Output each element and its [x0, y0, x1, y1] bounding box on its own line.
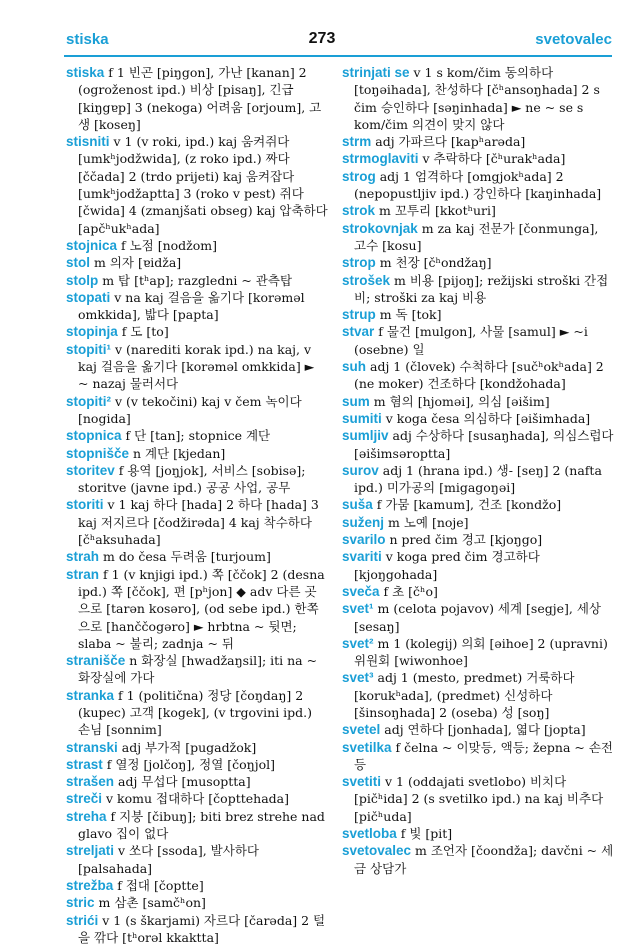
headword: strm — [342, 134, 372, 150]
last-headword-guide: svetovalec — [535, 31, 612, 48]
dictionary-entry — [66, 133, 328, 237]
dictionary-entry — [66, 64, 328, 133]
headword: sum — [342, 393, 370, 409]
entry-definition: f 노점 [nodžom] — [117, 237, 218, 253]
entry-definition: adj 1 (človek) 수척하다 [sučʰokʰada] 2 (ne moker) 건조하다 [kondžohada] — [354, 359, 604, 392]
entry-definition: m 꼬투리 [kkotʰuri] — [375, 203, 496, 219]
entry-definition: f 1 빈곤 [piŋgon], 가난 [kanan] 2 (ogroženost ipd.) 비상 [pisaŋ], 긴급 [kiŋgɐp] 3 (nekoga) 어려움 [orjoum], 고생 [koseŋ] — [78, 65, 322, 132]
entry-definition: v 1 kaj 하다 [hada] 2 하다 [hada] 3 kaj 저지르다 [čodžirəda] 4 kaj 착수하다 [čʰaksuhada] — [78, 497, 319, 548]
headword: stopinja — [66, 324, 118, 340]
page-number: 273 — [308, 30, 336, 47]
headword: surov — [342, 462, 379, 478]
dictionary-entry — [66, 272, 328, 289]
dictionary-entry — [66, 445, 328, 462]
entry-definition: v (v tekočini) kaj v čem 녹이다 [nogida] — [78, 393, 302, 426]
entry-definition: v 추락하다 [čʰurakʰada] — [418, 151, 566, 167]
entry-definition: m 1 (kolegij) 의회 [əihoe] 2 (upravni) 위원회 [wiwonhoe] — [354, 635, 608, 669]
entry-definition: m 탑 [tʰap]; razgledni ~ 관측탑 — [98, 272, 293, 288]
headword: svet² — [342, 635, 374, 651]
entry-definition: adj 부가적 [pugadžok] — [117, 739, 257, 755]
dictionary-entry — [66, 237, 328, 254]
headword: sveča — [342, 583, 380, 599]
dictionary-entry — [342, 721, 614, 738]
entry-definition: adj 1 엄격하다 [omgjokʰada] 2 (nepopustljiv ipd.) 강인하다 [kaŋinhada] — [354, 168, 602, 202]
headword: svetiti — [342, 774, 382, 790]
entry-definition: m (celota pojavov) 세계 [segje], 세상 [sesaŋ] — [354, 601, 601, 634]
headword: stiska — [66, 65, 105, 80]
entry-definition: adj 무섭다 [musoptta] — [114, 774, 251, 790]
right-column — [342, 64, 614, 944]
entry-definition: adj 연하다 [jonhada], 엷다 [jopta] — [380, 722, 586, 738]
dictionary-entry — [66, 254, 328, 271]
headword: stric — [66, 895, 95, 911]
headword: stopnišče — [66, 445, 130, 461]
dictionary-entry — [66, 687, 328, 739]
headword: strašen — [66, 774, 115, 790]
entry-definition: f 초 [čʰo] — [379, 583, 438, 599]
dictionary-entry — [342, 825, 614, 842]
entry-definition: m 조언자 [čoondža]; davčni ~ 세금 상담가 — [354, 843, 614, 876]
entry-definition: n 계단 [kjedan] — [129, 445, 226, 461]
headword: strinjati se — [342, 65, 410, 80]
headword: svet³ — [342, 670, 374, 686]
entry-definition: m 혐의 [hjoməi], 의심 [əišim] — [369, 393, 550, 409]
dictionary-entry — [66, 739, 328, 756]
dictionary-entry — [66, 773, 328, 790]
headword: sumiti — [342, 410, 382, 426]
dictionary-entry — [66, 427, 328, 444]
page-header — [0, 0, 644, 58]
headword: sumljiv — [342, 428, 389, 444]
headword: stopnica — [66, 428, 122, 444]
dictionary-entry — [342, 410, 614, 427]
entry-definition: v 쏘다 [ssoda], 발사하다 [palsahada] — [78, 843, 259, 876]
entry-definition: m 천장 [čʰondžaŋ] — [375, 255, 492, 271]
dictionary-entry — [342, 635, 614, 670]
entry-definition: v koga česa 의심하다 [əišimhada] — [381, 410, 591, 426]
entry-definition: n pred čim 경고 [kjoŋgo] — [385, 532, 543, 548]
dictionary-entry — [66, 289, 328, 324]
entry-definition: f 열정 [jolčoŋ], 정열 [čoŋjol] — [102, 756, 276, 772]
dictionary-entry — [342, 306, 614, 323]
entry-definition: v 1 (s škarjami) 자르다 [čarəda] 2 털을 깎다 [tʰorəl kkaktta] — [78, 912, 326, 944]
left-column — [66, 64, 328, 944]
headword: svariti — [342, 549, 382, 565]
entry-definition: v komu 접대하다 [čopttehada] — [102, 791, 289, 807]
headword: storitev — [66, 462, 115, 478]
entry-definition: f 접대 [čoptte] — [113, 877, 204, 893]
entry-definition: v na kaj 걸음을 옮기다 [korəməl omkkida], 밟다 [papta] — [78, 289, 305, 323]
dictionary-entry — [66, 756, 328, 773]
dictionary-entry — [66, 808, 328, 843]
entry-definition: v 1 s kom/čim 동의하다 [toŋəihada], 찬성하다 [čʰansoŋhada] 2 s čim 승인하다 [səŋinhada] ► ne ~ se s kom/čim 의견이 맞지 않다 — [354, 65, 600, 132]
dictionary-entry — [342, 133, 614, 150]
headword: stolp — [66, 272, 99, 288]
dictionary-entry — [342, 64, 614, 133]
dictionary-entry — [342, 842, 614, 877]
headword: strah — [66, 549, 100, 565]
dictionary-entry — [342, 548, 614, 583]
first-headword-guide: stiska — [66, 31, 109, 48]
headword: suh — [342, 359, 367, 375]
dictionary-entry — [342, 583, 614, 600]
dictionary-entry — [66, 790, 328, 807]
dictionary-entry — [342, 669, 614, 721]
headword: streči — [66, 791, 103, 807]
entry-definition: m 독 [tok] — [375, 307, 442, 323]
headword: strast — [66, 756, 103, 772]
dictionary-entry — [342, 531, 614, 548]
entry-definition: f 물건 [mulgon], 사물 [samul] ► ~i (osebne) 일 — [354, 324, 588, 357]
entry-definition: v (narediti korak ipd.) na kaj, v kaj 걸음을 옮기다 [korəməl omkkida] ► ~ nazaj 물러서다 — [78, 341, 315, 392]
header-rule — [64, 55, 612, 57]
dictionary-entry — [342, 220, 614, 255]
headword: strokovnjak — [342, 220, 418, 236]
entry-definition: f 단 [tan]; stopnice 계단 — [121, 428, 271, 444]
dictionary-entry — [66, 393, 328, 428]
dictionary-entry — [66, 652, 328, 687]
headword: stranka — [66, 687, 115, 703]
headword: storiti — [66, 497, 104, 513]
headword: strići — [66, 912, 99, 928]
headword: stranski — [66, 739, 118, 755]
entry-definition: m 노예 [noje] — [384, 514, 469, 530]
headword: strošek — [342, 272, 391, 288]
dictionary-entry — [66, 548, 328, 565]
entry-definition: adj 수상하다 [susaŋhada], 의심스럽다 [əišimsəroptta] — [354, 428, 614, 461]
headword: strežba — [66, 877, 114, 893]
headword: strog — [342, 168, 376, 184]
entry-definition: f 빛 [pit] — [396, 826, 453, 842]
entry-definition: v koga pred čim 경고하다 [kjoŋgohada] — [354, 549, 540, 582]
entry-definition: v 1 (v roki, ipd.) kaj 움켜쥐다 [umkʰjodžwida], (z roko ipd.) 짜다 [ččada] 2 (trdo prijeti) kaj 움켜잡다 [umkʰjodžaptta] 3 (roko v pest) 쥐다 [čwida] 4 (zmanjšati obseg) kaj 압축하다 [apčʰukʰada] — [78, 134, 328, 236]
dictionary-entry — [66, 566, 328, 652]
entry-definition: v 1 (oddajati svetlobo) 비치다 [pičʰida] 2 (s svetilko ipd.) na kaj 비추다 [pičʰuda] — [354, 774, 604, 824]
headword: stojnica — [66, 237, 118, 253]
entry-definition: m 의자 [ɐidža] — [90, 255, 182, 271]
dictionary-entry — [342, 600, 614, 635]
dictionary-entry — [342, 739, 614, 774]
entry-definition: m 삼촌 [samčʰon] — [94, 895, 206, 911]
headword: svet¹ — [342, 601, 374, 617]
headword: stol — [66, 255, 91, 271]
headword: svarilo — [342, 532, 386, 548]
headword: svetovalec — [342, 843, 412, 859]
entry-definition: adj 1 (mesto, predmet) 거룩하다 [korukʰada], (predmet) 신성하다 [šinsoŋhada] 2 (oseba) 성 [soŋ] — [354, 670, 575, 720]
dictionary-entry — [66, 912, 328, 944]
dictionary-entry — [342, 272, 614, 307]
entry-definition: m za kaj 전문가 [čonmunga], 고수 [kosu] — [354, 220, 599, 253]
entry-definition: f čelna ~ 이맞등, 액등; žepna ~ 손전등 — [354, 739, 614, 772]
headword: svetilka — [342, 739, 392, 755]
headword: strop — [342, 255, 376, 271]
entry-definition: n 화장실 [hwadžaŋsil]; iti na ~ 화장실에 가다 — [78, 653, 318, 686]
dictionary-entry — [66, 323, 328, 340]
headword: stopiti¹ — [66, 341, 111, 357]
dictionary-entry — [342, 168, 614, 203]
dictionary-entry — [342, 496, 614, 513]
entry-definition: f 1 (politična) 정당 [čoŋdaŋ] 2 (kupec) 고객 [kogek], (v trgovini ipd.) 손님 [sonnim] — [78, 687, 313, 738]
headword: stran — [66, 566, 100, 582]
headword: stisniti — [66, 134, 110, 150]
dictionary-entry — [342, 150, 614, 167]
entry-definition: f 가뭄 [kamum], 건조 [kondžo] — [372, 497, 562, 513]
entry-definition: f 도 [to] — [117, 324, 169, 340]
entry-definition: f 1 (v knjigi ipd.) 쪽 [ččok] 2 (desna ipd.) 쪽 [ččok], 편 [pʰjon] ◆ adv 다른 곳으로 [tarən kosəro], (od sebe ipd.) 한쪽으로 [hanččogəro] ► hrbtna ~ 뒷면; slaba ~ 불리; zadnja ~ 뒤 — [78, 566, 325, 651]
entry-definition: adj 가파르다 [kapʰarəda] — [371, 134, 526, 150]
headword: streha — [66, 808, 107, 824]
headword: strmoglaviti — [342, 151, 419, 167]
entry-definition: m 비용 [pijoŋ]; režijski stroški 간접비; stroški za kaj 비용 — [354, 272, 609, 305]
dictionary-entry — [342, 254, 614, 271]
headword: suženj — [342, 514, 385, 530]
dictionary-entry — [342, 202, 614, 219]
dictionary-entry — [342, 773, 614, 825]
headword: suša — [342, 497, 373, 513]
headword: strok — [342, 203, 376, 219]
entry-definition: f 용역 [joŋjok], 서비스 [sobisə]; storitve (javne ipd.) 공공 사업, 공무 — [78, 462, 306, 496]
dictionary-entry — [66, 877, 328, 894]
entry-definition: m do česa 두려움 [turjoum] — [99, 549, 271, 565]
entry-definition: adj 1 (hrana ipd.) 생- [seŋ] 2 (nafta ipd.) 미가공의 [migagoŋəi] — [354, 462, 602, 496]
headword: svetel — [342, 722, 381, 738]
dictionary-entry — [342, 462, 614, 497]
dictionary-entry — [66, 341, 328, 393]
headword: stranišče — [66, 653, 126, 669]
headword: svetloba — [342, 826, 397, 842]
headword: streljati — [66, 843, 115, 859]
dictionary-entry — [66, 842, 328, 877]
dictionary-entry — [66, 496, 328, 548]
dictionary-entry — [66, 894, 328, 911]
dictionary-entry — [66, 462, 328, 497]
entry-definition: f 지붕 [čibuŋ]; biti brez strehe nad glavo 집이 없다 — [78, 808, 325, 842]
headword: strup — [342, 307, 376, 323]
dictionary-entry — [342, 358, 614, 393]
headword: stopiti² — [66, 393, 111, 409]
dictionary-entry — [342, 323, 614, 358]
headword: stopati — [66, 289, 111, 305]
headword: stvar — [342, 324, 375, 340]
dictionary-entry — [342, 393, 614, 410]
dictionary-entry — [342, 514, 614, 531]
dictionary-entry — [342, 427, 614, 462]
